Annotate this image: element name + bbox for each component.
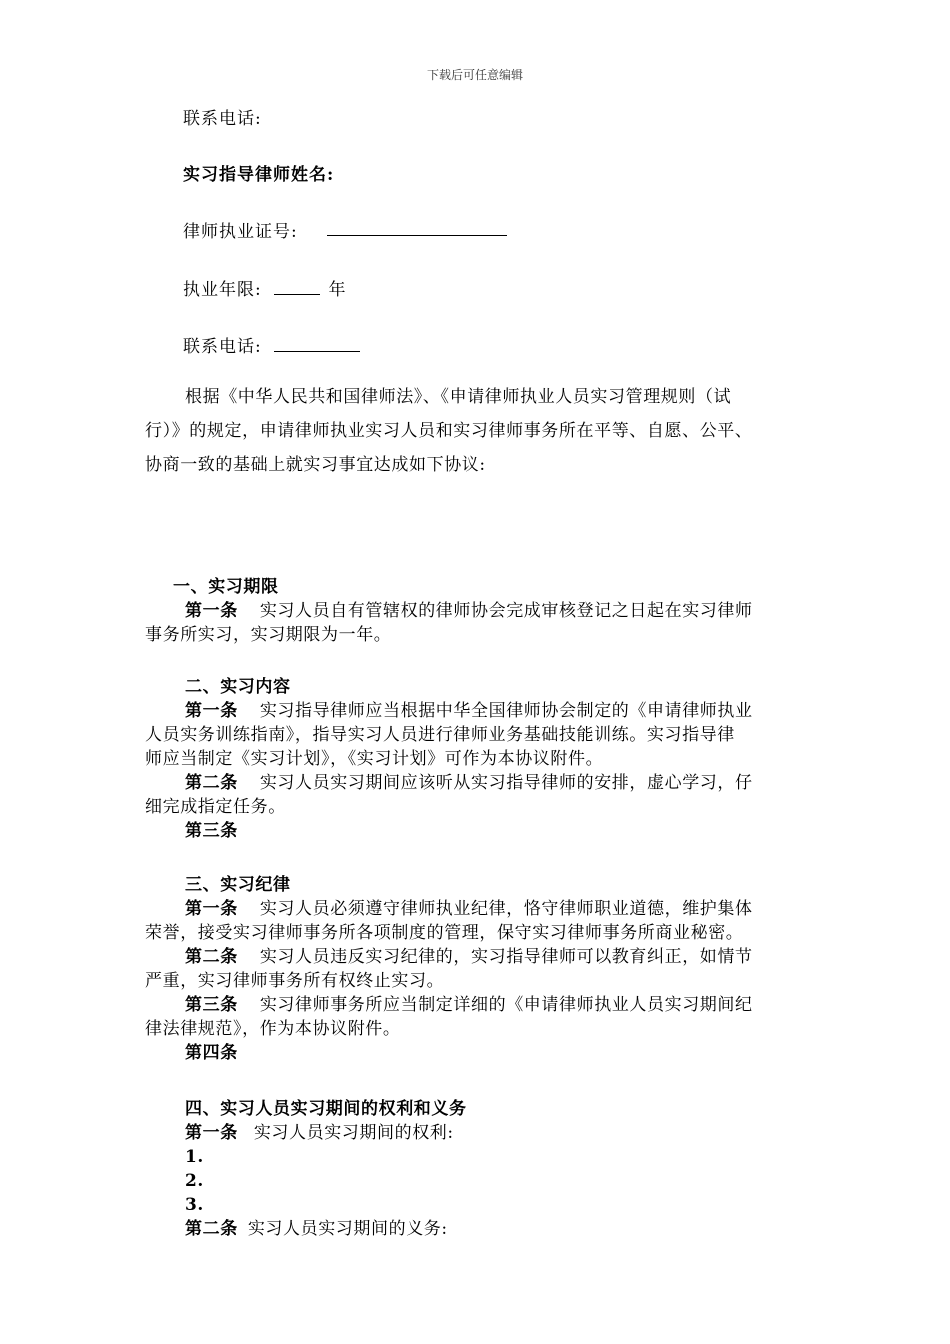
article-line <box>145 771 810 795</box>
article-text: 事务所实习，实习期限为一年。 <box>145 625 392 645</box>
section-title: 四、实习人员实习期间的权利和义务 <box>185 1099 467 1119</box>
article-line <box>145 699 810 723</box>
section-title: 二、实习内容 <box>185 677 291 697</box>
article-label: 第三条 <box>185 995 238 1015</box>
article-text: 实习人员实习期间应该听从实习指导律师的安排，虚心学习，仔 <box>259 773 753 793</box>
list-item: 2. <box>185 1171 204 1191</box>
article-label: 第一条 <box>185 701 238 721</box>
practice-years-blank[interactable] <box>274 277 320 295</box>
license-number-label: 律师执业证号: <box>183 222 298 242</box>
article-label: 第三条 <box>185 821 238 841</box>
article-label: 第一条 <box>185 1123 238 1143</box>
list-item: 3. <box>185 1195 204 1215</box>
article-line <box>145 1217 810 1241</box>
article-text: 律法律规范》，作为本协议附件。 <box>145 1019 401 1039</box>
list-item: 1. <box>185 1147 204 1167</box>
article-text: 实习人员实习期间的义务: <box>247 1219 448 1239</box>
license-number-blank[interactable] <box>327 218 507 236</box>
article-line <box>145 599 810 623</box>
practice-years-row <box>183 275 347 300</box>
article-text: 细完成指定任务。 <box>145 797 286 817</box>
article-text: 实习人员实习期间的权利: <box>253 1123 454 1143</box>
intro-line: 协商一致的基础上就实习事宜达成如下协议: <box>145 455 486 475</box>
mentor-phone-row <box>183 332 360 357</box>
article-text: 师应当制定《实习计划》，《实习计划》可作为本协议附件。 <box>145 749 604 769</box>
article-text: 实习律师事务所应当制定详细的《申请律师执业人员实习期间纪 <box>259 995 753 1015</box>
practice-years-label: 执业年限: <box>183 280 262 300</box>
article-line <box>145 897 810 921</box>
section-3 <box>145 873 810 1065</box>
article-text: 荣誉，接受实习律师事务所各项制度的管理，保守实习律师事务所商业秘密。 <box>145 923 744 943</box>
article-label: 第四条 <box>185 1043 238 1063</box>
article-label: 第一条 <box>185 601 238 621</box>
article-line <box>145 945 810 969</box>
intro-line: 行）》的规定，申请律师执业实习人员和实习律师事务所在平等、自愿、公平、 <box>145 421 753 441</box>
student-phone-label: 联系电话: <box>183 109 262 129</box>
article-text: 实习人员违反实习纪律的，实习指导律师可以教育纠正，如情节 <box>259 947 753 967</box>
practice-years-suffix: 年 <box>328 280 347 300</box>
section-2 <box>145 675 810 843</box>
intro-paragraph <box>145 380 810 482</box>
article-line <box>145 993 810 1017</box>
mentor-phone-label: 联系电话: <box>183 337 262 357</box>
mentor-phone-blank[interactable] <box>274 334 360 352</box>
article-text: 实习指导律师应当根据中华全国律师协会制定的《申请律师执业 <box>259 701 753 721</box>
article-label: 第一条 <box>185 899 238 919</box>
article-label: 第二条 <box>185 947 238 967</box>
article-label: 第二条 <box>185 1219 238 1239</box>
section-title: 一、实习期限 <box>173 577 279 597</box>
article-text: 人员实务训练指南》，指导实习人员进行律师业务基础技能训练。实习指导律 <box>145 725 735 745</box>
article-text: 实习人员必须遵守律师执业纪律，恪守律师职业道德，维护集体 <box>259 899 753 919</box>
article-text: 严重，实习律师事务所有权终止实习。 <box>145 971 445 991</box>
section-1 <box>145 575 810 647</box>
section-title: 三、实习纪律 <box>185 875 291 895</box>
article-label: 第二条 <box>185 773 238 793</box>
article-text: 实习人员自有管辖权的律师协会完成审核登记之日起在实习律师 <box>259 601 753 621</box>
intro-line: 根据《中华人民共和国律师法》、《申请律师执业人员实习管理规则（试 <box>185 387 732 407</box>
article-line <box>145 1121 810 1145</box>
page-header-note: 下载后可任意编辑 <box>426 68 523 82</box>
section-4 <box>145 1097 810 1241</box>
mentor-name-label: 实习指导律师姓名: <box>183 165 335 185</box>
